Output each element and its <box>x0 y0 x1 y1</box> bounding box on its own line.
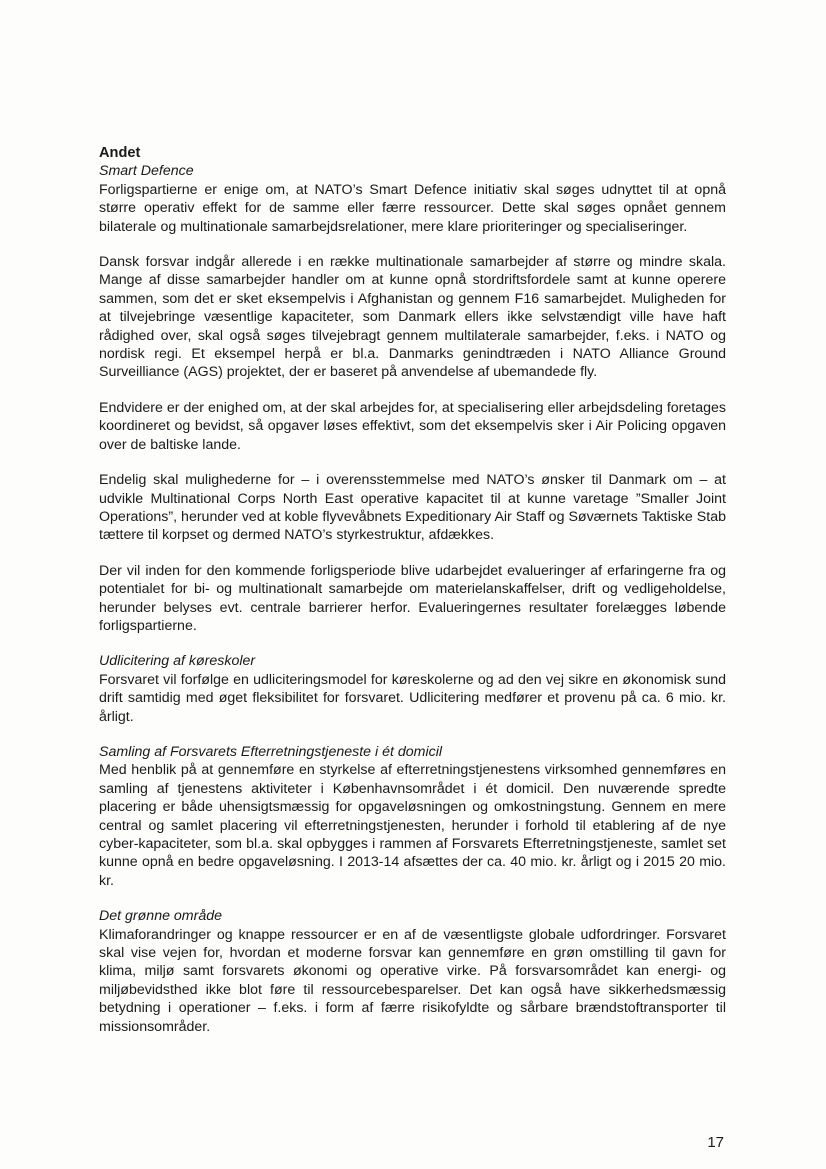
paragraph-smart-defence-3: Endvidere er der enighed om, at der skal arbejdes for, at specialisering eller arbejdsdeling foretages koordineret og bevidst, så opgaver løses effektivt, som det eksempelvis sker i Air Policing opgaven over de baltiske lande. <box>99 399 726 453</box>
subheading-gronne: Det grønne område <box>99 908 223 925</box>
document-body <box>99 144 726 1036</box>
paragraph-koreskoler: Forsvaret vil forfølge en udliciteringsmodel for køreskolerne og ad den vej sikre en økonomisk sund drift samtidig med øget fleksibilitet for forsvaret. Udlicitering medfører et provenu på ca. 6 mio. kr. årligt. <box>99 671 726 725</box>
subheading-smart-defence: Smart Defence <box>99 163 194 180</box>
paragraph-gronne: Klimaforandringer og knappe ressourcer er en af de væsentligste globale udfordringer. Forsvaret skal vise vejen for, hvordan et moderne forsvar kan gennemføre en grøn omstilling til gavn for klima, miljø samt forsvarets økonomi og operative virke. På forsvarsområdet kan energi- og miljøbevidsthed ikke blot føre til ressourcebesparelser. Det kan også have sikkerhedsmæssig betydning i operationer – f.eks. i form af færre risikofyldte og sårbare brændstoftransporter til missionsområder. <box>99 926 726 1035</box>
subheading-koreskoler: Udlicitering af køreskoler <box>99 653 256 670</box>
section-gap <box>99 890 726 907</box>
paragraph-smart-defence-2: Dansk forsvar indgår allerede i en række multinationale samarbejder af større og mindre skala. Mange af disse samarbejder handler om at kunne opnå stordriftsfordele samt at kunne operere sammen, som det er sket eksempelvis i Afghanistan og gennem F16 samarbejdet. Muligheden for at tilvejebringe væsentlige kapaciteter, som Danmark ellers ikke selvstændigt ville have haft rådighed over, skal også søges tilvejebragt gennem multilaterale samarbejder, f.eks. i NATO og nordisk regi. Et eksempel herpå er bl.a. Danmarks genindtræden i NATO Alliance Ground Surveilliance (AGS) projektet, der er baseret på anvendelse af ubemandede fly. <box>99 254 726 381</box>
paragraph-smart-defence-4: Endelig skal mulighederne for – i overensstemmelse med NATO’s ønsker til Danmark om – at udvikle Multinational Corps North East operative kapacitet til at kunne varetage ”Smaller Joint Operations”, herunder ved at koble flyvevåbnets Expeditionary Air Staff og Søværnets Taktiske Stab tættere til korpset og dermed NATO’s styrkestruktur, afdækkes. <box>99 472 726 544</box>
paragraph-gap <box>99 454 726 471</box>
section-gap <box>99 635 726 652</box>
paragraph-smart-defence-1: Forligspartierne er enige om, at NATO’s Smart Defence initiativ skal søges udnyttet til at opnå større operativ effekt for de samme eller færre ressourcer. Dette skal søges opnået gennem bilaterale og multinationale samarbejdsrelationer, mere klare prioriteringer og specialiseringer. <box>99 181 726 235</box>
paragraph-smart-defence-5: Der vil inden for den kommende forligsperiode blive udarbejdet evalueringer af erfaringerne fra og potentialet for bi- og multinationalt samarbejde om materielanskaffelser, drift og vedligeholdelse, herunder belyses evt. centrale barrierer herfor. Evalueringernes resultater forelægges løbende forligspartierne. <box>99 562 726 634</box>
paragraph-efterretning: Med henblik på at gennemføre en styrkelse af efterretningstjenestens virksomhed gennemføres en samling af tjenestens aktiviteter i Københavnsområdet i ét domicil. Den nuværende spredte placering er både uhensigtsmæssig for opgaveløsningen og omkostningstung. Gennem en mere central og samlet placering vil efterretningstjenesten, herunder i forhold til etablering af de nye cyber-kapaciteter, som bl.a. skal opbygges i rammen af Forsvarets Efterretningstjeneste, samlet set kunne opnå en bedre opgaveløsning. I 2013-14 afsættes der ca. 40 mio. kr. årligt og i 2015 20 mio. kr. <box>99 762 726 889</box>
section-heading: Andet <box>99 145 141 161</box>
paragraph-gap <box>99 236 726 253</box>
section-gap <box>99 726 726 743</box>
page-number: 17 <box>707 1134 724 1151</box>
paragraph-gap <box>99 545 726 562</box>
paragraph-gap <box>99 382 726 399</box>
subheading-efterretning: Samling af Forsvarets Efterretningstjeneste i ét domicil <box>99 743 443 760</box>
